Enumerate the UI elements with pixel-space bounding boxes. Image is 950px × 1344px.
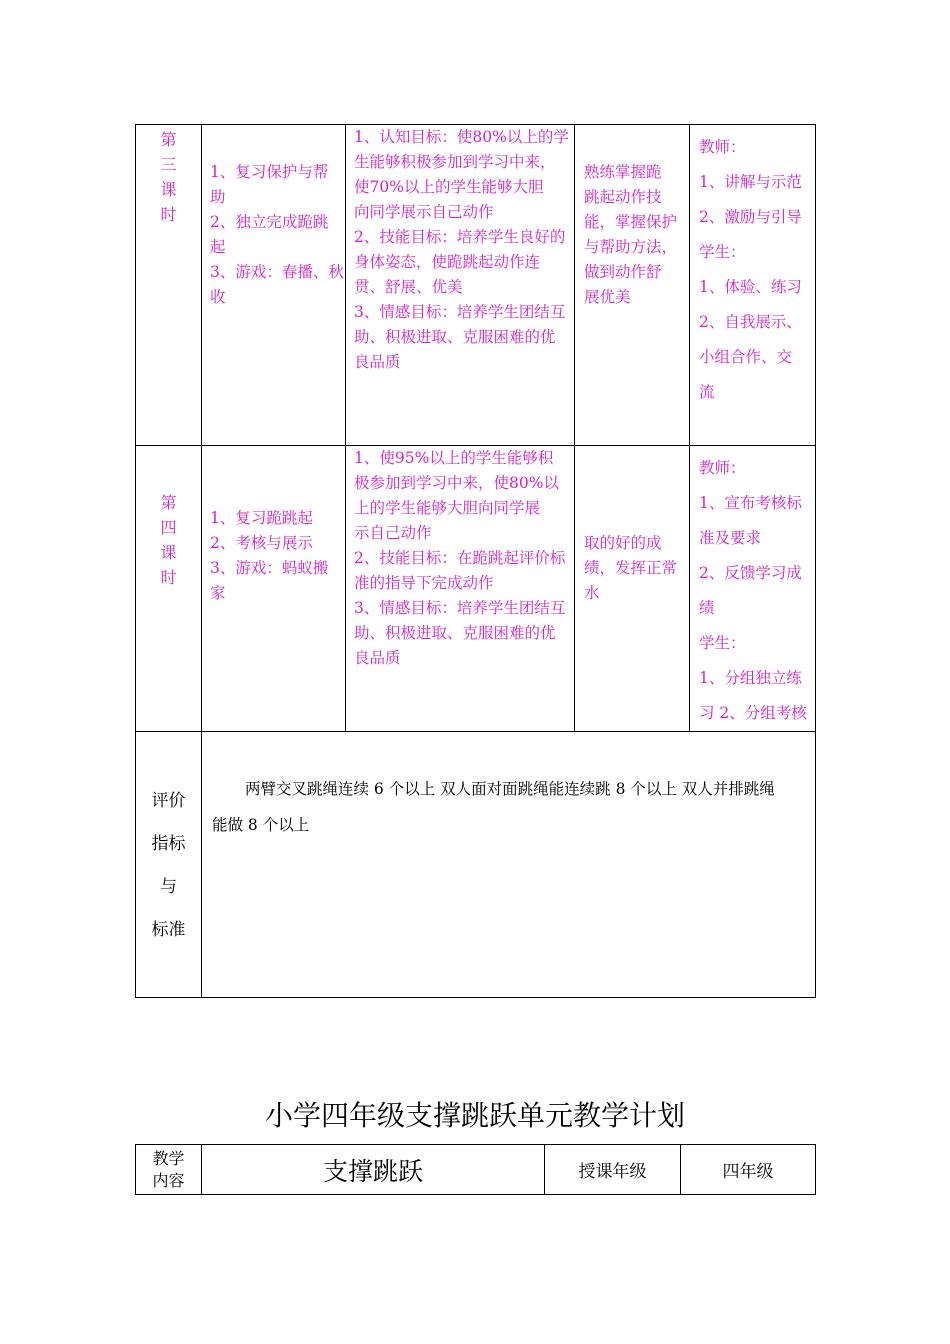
- evaluation-label-line: 指标: [151, 834, 186, 854]
- method-line: 小组合作、交: [699, 348, 793, 366]
- focus-line: 熟练掌握跪: [584, 163, 662, 181]
- method-line: 准及要求: [699, 529, 762, 547]
- goals-line: 极参加到学习中来，使80%以: [354, 474, 559, 492]
- teaching-content-label-line2: 内容: [152, 1170, 185, 1190]
- focus-line: 绩，发挥正常: [584, 559, 678, 577]
- lesson-method-cell: [690, 446, 816, 732]
- goals-line: 助、积极进取、克服困难的优: [354, 328, 556, 346]
- evaluation-text-line2: 能做 8 个以上: [212, 816, 310, 834]
- method-line: 2、自我展示、: [699, 313, 802, 331]
- content-line: 1、复习跪跳起: [210, 509, 313, 527]
- lesson-content-cell: [202, 125, 346, 446]
- grade-label: 授课年级: [545, 1145, 681, 1195]
- lesson-focus-cell: [575, 446, 690, 732]
- goals-line: 良品质: [354, 353, 401, 371]
- method-line: 学生：: [699, 634, 746, 652]
- lesson-label-cell: [136, 125, 202, 446]
- goals-line: 贯、舒展、优美: [354, 278, 463, 296]
- evaluation-text-cell: [202, 732, 816, 998]
- method-line: 教师：: [699, 459, 746, 477]
- goals-line: 1、认知目标：使80%以上的学: [354, 128, 569, 146]
- lesson-label-char: 第: [160, 493, 177, 512]
- method-line: 流: [699, 383, 715, 401]
- teaching-content-label-cell: [136, 1145, 202, 1195]
- goals-line: 上的学生能够大胆向同学展: [354, 499, 541, 517]
- goals-line: 助、积极进取、克服困难的优: [354, 624, 556, 642]
- method-line: 2、反馈学习成: [699, 564, 802, 582]
- focus-line: 做到动作舒: [584, 263, 662, 281]
- lesson-label-char: 课: [160, 180, 177, 199]
- lesson-goals-cell: [346, 446, 575, 732]
- evaluation-row: [136, 732, 816, 998]
- focus-line: 取的好的成: [584, 534, 662, 552]
- goals-line: 生能够积极参加到学习中来，: [354, 153, 556, 171]
- lesson-label-cell: [136, 446, 202, 732]
- focus-line: 与帮助方法，: [584, 238, 678, 256]
- evaluation-label-line: 标准: [151, 920, 186, 940]
- lesson-label-char: 三: [160, 155, 177, 174]
- evaluation-label-line: 与: [160, 877, 177, 897]
- lesson-row-4: [136, 446, 816, 732]
- grade-value: 四年级: [681, 1145, 816, 1195]
- content-line: 3、游戏：春播、秋: [210, 263, 344, 281]
- focus-line: 水: [584, 584, 600, 602]
- method-line: 1、体验、练习: [699, 278, 802, 296]
- unit-plan-header-table: [135, 1144, 816, 1195]
- lesson-method-cell: [690, 125, 816, 446]
- lesson-content-cell: [202, 446, 346, 732]
- goals-line: 2、技能目标：培养学生良好的: [354, 228, 566, 246]
- unit-plan-header-row: [136, 1145, 816, 1195]
- content-line: 家: [210, 584, 226, 602]
- method-line: 教师：: [699, 138, 746, 156]
- content-line: 2、独立完成跪跳: [210, 213, 329, 231]
- evaluation-text-line1: 两臂交叉跳绳连续 6 个以上 双人面对面跳绳能连续跳 8 个以上 双人并排跳绳: [245, 780, 775, 798]
- content-line: 1、复习保护与帮: [210, 163, 329, 181]
- goals-line: 3、情感目标：培养学生团结互: [354, 599, 566, 617]
- goals-line: 使70%以上的学生能够大胆: [354, 178, 544, 196]
- content-line: 起: [210, 238, 226, 256]
- goals-line: 示自己动作: [354, 524, 432, 542]
- method-line: 1、宣布考核标: [699, 494, 802, 512]
- content-line: 2、考核与展示: [210, 534, 313, 552]
- content-line: 收: [210, 288, 226, 306]
- goals-line: 1、使95%以上的学生能够积: [354, 449, 554, 467]
- lesson-focus-cell: [575, 125, 690, 446]
- lesson-label-char: 时: [160, 568, 177, 587]
- lesson-plan-table: [135, 124, 816, 998]
- evaluation-label-cell: [136, 732, 202, 998]
- method-line: 1、讲解与示范: [699, 173, 802, 191]
- goals-line: 3、情感目标：培养学生团结互: [354, 303, 566, 321]
- focus-line: 能，掌握保护: [584, 213, 678, 231]
- method-line: 绩: [699, 599, 715, 617]
- focus-line: 展优美: [584, 288, 631, 306]
- unit-plan-title: 小学四年级支撑跳跃单元教学计划: [264, 1099, 685, 1132]
- lesson-label-char: 课: [160, 543, 177, 562]
- lesson-label-char: 四: [160, 518, 177, 537]
- goals-line: 准的指导下完成动作: [354, 574, 494, 592]
- method-line: 习 2、分组考核: [699, 704, 807, 722]
- teaching-content-label-line1: 教学: [152, 1148, 185, 1168]
- goals-line: 2、技能目标：在跪跳起评价标: [354, 549, 566, 567]
- method-line: 1、分组独立练: [699, 669, 802, 687]
- teaching-content-value: 支撑跳跃: [202, 1145, 545, 1195]
- lesson-label-char: 时: [160, 205, 177, 224]
- method-line: 2、激励与引导: [699, 208, 802, 226]
- content-line: 3、游戏：蚂蚁搬: [210, 559, 329, 577]
- content-line: 助: [210, 188, 226, 206]
- lesson-goals-cell: [346, 125, 575, 446]
- goals-line: 良品质: [354, 649, 401, 667]
- focus-line: 跳起动作技: [584, 188, 662, 206]
- goals-line: 身体姿态，使跪跳起动作连: [354, 253, 541, 271]
- evaluation-label-line: 评价: [151, 791, 186, 811]
- goals-line: 向同学展示自己动作: [354, 203, 494, 221]
- lesson-label-char: 第: [160, 130, 177, 149]
- method-line: 学生：: [699, 243, 746, 261]
- lesson-row-3: [136, 125, 816, 446]
